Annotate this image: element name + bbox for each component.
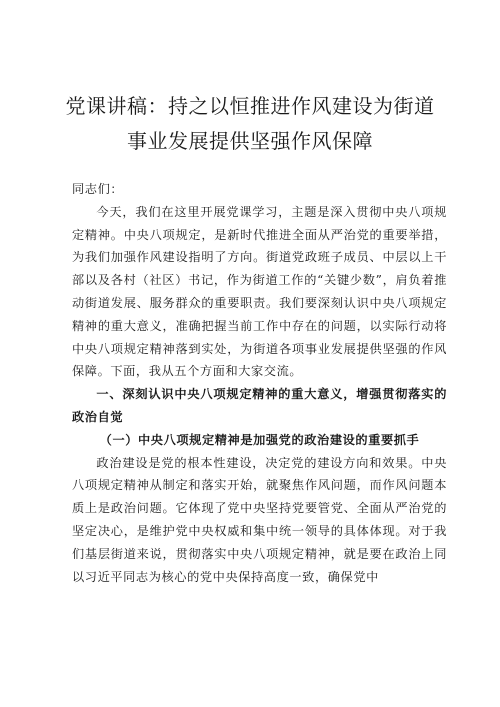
intro-paragraph: 今天，我们在这里开展党课学习，主题是深入贯彻中央八项规定精神。中央八项规定，是新时代推进全面从严治党的重要举措，为我们加强作风建设指明了方向。街道党政班子成员、中层以上干部以及各村（社区）书记，作为街道工作的“关键少数”，肩负着推动街道发展、服务群众的重要职责。我们要深刻认识中央八项规定精神的重大意义，准确把握当前工作中存在的问题，以实际行动将中央八项规定精神落到实处，为街道各项事业发展提供坚强的作风保障。下面，我从五个方面和大家交流。 [72,204,447,379]
subsection-heading-1: （一）中央八项规定精神是加强党的政治建设的重要抓手 [99,432,420,447]
document-title-line-1: 党课讲稿：持之以恒推进作风建设为街道 [65,94,435,118]
subsection-paragraph-1: 政治建设是党的根本性建设，决定党的建设方向和效果。中央八项规定精神从制定和落实开始，就聚焦作风问题，而作风问题本质上是政治问题。它体现了党中央坚持党要管党、全面从严治党的坚定决心，是维护党中央权威和集中统一领导的具体体现。对于我们基层街道来说，贯彻落实中央八项规定精神，就是要在政治上同以习近平同志为核心的党中央保持高度一致，确保党中 [72,455,447,584]
document-title-line-2: 事业发展提供坚强作风保障 [127,129,373,153]
section-heading-1: 一、深刻认识中央八项规定精神的重大意义，增强贯彻落实的政治自觉 [72,387,447,424]
salutation: 同志们： [72,182,124,196]
document-body [72,178,447,588]
